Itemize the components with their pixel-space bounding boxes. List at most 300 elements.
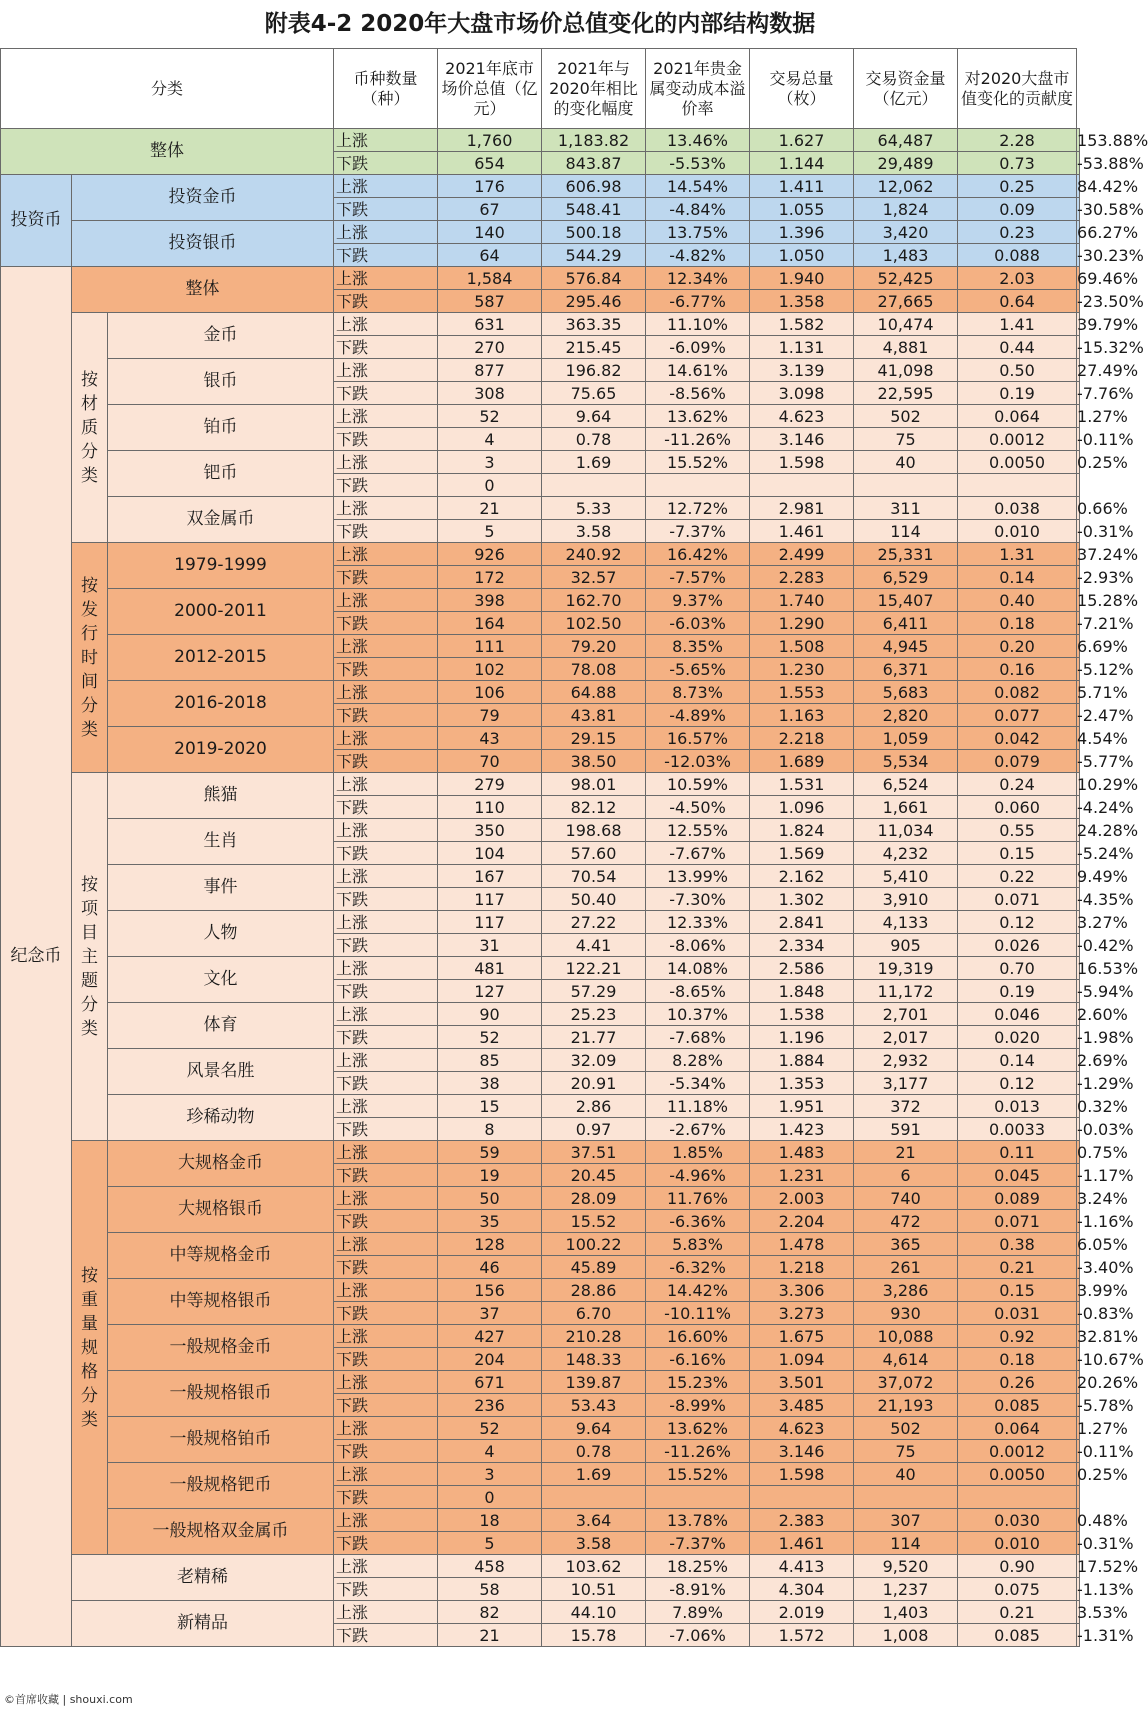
change-rate: -8.65% [646,980,750,1003]
market-value: 15.52 [542,1210,646,1233]
trend-label: 上涨 [334,1601,438,1624]
coin-count: 70 [438,750,542,773]
premium-rate: 2.204 [750,1210,854,1233]
trade-amount [958,1486,1077,1509]
coin-count: 67 [438,198,542,221]
change-rate: 14.08% [646,957,750,980]
trade-amount: 0.038 [958,497,1077,520]
row-label: 2019-2020 [108,727,334,773]
row-label: 大规格银币 [108,1187,334,1233]
trade-amount: 0.40 [958,589,1077,612]
trade-amount: 0.010 [958,1532,1077,1555]
market-value: 240.92 [542,543,646,566]
market-value: 27.22 [542,911,646,934]
change-rate: -7.67% [646,842,750,865]
trade-volume: 311 [854,497,958,520]
coin-count: 19 [438,1164,542,1187]
market-value: 50.40 [542,888,646,911]
coin-count: 877 [438,359,542,382]
change-rate: -4.50% [646,796,750,819]
trade-amount: 0.16 [958,658,1077,681]
row-label: 体育 [108,1003,334,1049]
contribution: -2.93% [1077,567,1134,587]
table-row [1,221,1080,244]
coin-count: 52 [438,405,542,428]
trade-amount: 0.15 [958,1279,1077,1302]
trend-label: 下跌 [334,198,438,221]
market-value: 210.28 [542,1325,646,1348]
table-row [1,911,1080,934]
premium-rate: 1.884 [750,1049,854,1072]
trade-amount: 0.046 [958,1003,1077,1026]
trade-amount: 0.064 [958,1417,1077,1440]
market-value: 0.78 [542,1440,646,1463]
trend-label: 上涨 [334,1509,438,1532]
trade-amount: 0.18 [958,612,1077,635]
header-change: 2021年与2020年相比的变化幅度 [542,49,646,129]
coin-count: 85 [438,1049,542,1072]
premium-rate: 1.508 [750,635,854,658]
trade-volume: 12,062 [854,175,958,198]
contribution: -5.77% [1077,751,1134,771]
trend-label: 上涨 [334,267,438,290]
trade-amount: 0.077 [958,704,1077,727]
subcategory-label: 按 材 质 分 类 [72,313,108,543]
change-rate: 7.89% [646,1601,750,1624]
trade-amount: 0.09 [958,198,1077,221]
contribution: 66.27% [1077,222,1139,242]
market-value: 6.70 [542,1302,646,1325]
trend-label: 上涨 [334,1279,438,1302]
trend-label: 下跌 [334,1210,438,1233]
premium-rate [750,474,854,497]
contribution: -10.67% [1077,1349,1144,1369]
trade-amount: 0.085 [958,1394,1077,1417]
coin-count: 15 [438,1095,542,1118]
table-row [1,451,1080,474]
market-value: 102.50 [542,612,646,635]
premium-rate: 3.146 [750,428,854,451]
market-value: 32.57 [542,566,646,589]
row-label: 生肖 [108,819,334,865]
trade-volume: 4,881 [854,336,958,359]
trade-volume: 10,474 [854,313,958,336]
table-body [1,129,1148,1647]
trend-label: 下跌 [334,1348,438,1371]
trade-volume [854,1486,958,1509]
coin-count: 427 [438,1325,542,1348]
change-rate: -8.91% [646,1578,750,1601]
table-row [1,267,1080,290]
trade-volume: 29,489 [854,152,958,175]
contribution: 37.24% [1077,544,1139,564]
trade-amount: 0.020 [958,1026,1077,1049]
trend-label: 上涨 [334,681,438,704]
premium-rate: 1.218 [750,1256,854,1279]
row-label: 投资金币 [72,175,334,221]
coin-count: 1,584 [438,267,542,290]
row-label: 2000-2011 [108,589,334,635]
change-rate: 14.42% [646,1279,750,1302]
trade-volume: 6,529 [854,566,958,589]
trend-label: 上涨 [334,313,438,336]
premium-rate: 1.396 [750,221,854,244]
premium-rate: 1.569 [750,842,854,865]
header-contribution: 对2020大盘市值变化的贡献度 [958,49,1077,129]
premium-rate: 1.231 [750,1164,854,1187]
change-rate: -7.06% [646,1624,750,1647]
market-value: 9.64 [542,405,646,428]
trend-label: 上涨 [334,819,438,842]
table-row [1,313,1080,336]
trade-volume: 2,701 [854,1003,958,1026]
change-rate: 12.55% [646,819,750,842]
market-value: 363.35 [542,313,646,336]
contribution: 4.54% [1077,728,1128,748]
trade-volume: 1,483 [854,244,958,267]
header-row [1,49,1080,129]
trade-volume: 21,193 [854,1394,958,1417]
market-value: 44.10 [542,1601,646,1624]
trade-amount: 0.18 [958,1348,1077,1371]
trade-amount: 0.19 [958,382,1077,405]
market-value: 9.64 [542,1417,646,1440]
trend-label: 下跌 [334,1026,438,1049]
category-label: 投资币 [1,175,72,267]
trade-volume: 75 [854,1440,958,1463]
trade-amount: 0.19 [958,980,1077,1003]
change-rate: -6.77% [646,290,750,313]
contribution [1077,474,1080,497]
market-value: 10.51 [542,1578,646,1601]
market-value: 198.68 [542,819,646,842]
premium-rate: 1.824 [750,819,854,842]
trade-amount: 0.38 [958,1233,1077,1256]
market-value: 500.18 [542,221,646,244]
coin-count: 398 [438,589,542,612]
trade-volume: 307 [854,1509,958,1532]
change-rate: 10.59% [646,773,750,796]
coin-count: 631 [438,313,542,336]
change-rate [646,1486,750,1509]
change-rate: -7.30% [646,888,750,911]
market-value: 122.21 [542,957,646,980]
change-rate: 18.25% [646,1555,750,1578]
table-row [1,1509,1080,1532]
change-rate: -5.65% [646,658,750,681]
coin-count: 3 [438,451,542,474]
market-value: 544.29 [542,244,646,267]
contribution: 17.52% [1077,1556,1139,1576]
coin-count: 204 [438,1348,542,1371]
trade-volume: 1,403 [854,1601,958,1624]
contribution: -1.31% [1077,1625,1134,1645]
table-row [1,497,1080,520]
coin-count: 46 [438,1256,542,1279]
premium-rate: 2.162 [750,865,854,888]
table-row [1,819,1080,842]
trade-amount: 0.26 [958,1371,1077,1394]
coin-count: 82 [438,1601,542,1624]
contribution: -0.83% [1077,1303,1134,1323]
trend-label: 上涨 [334,497,438,520]
contribution: -1.29% [1077,1073,1134,1093]
trade-amount: 0.071 [958,1210,1077,1233]
coin-count: 172 [438,566,542,589]
change-rate: 13.78% [646,1509,750,1532]
trend-label: 上涨 [334,1141,438,1164]
premium-rate: 1.353 [750,1072,854,1095]
trend-label: 下跌 [334,1394,438,1417]
premium-rate: 1.582 [750,313,854,336]
trade-amount: 0.0050 [958,1463,1077,1486]
trend-label: 上涨 [334,1049,438,1072]
table-row [1,1325,1080,1348]
market-value: 295.46 [542,290,646,313]
change-rate: 12.34% [646,267,750,290]
trade-amount: 0.92 [958,1325,1077,1348]
market-value: 57.60 [542,842,646,865]
trade-amount: 0.085 [958,1624,1077,1647]
trade-amount: 0.55 [958,819,1077,842]
coin-count: 38 [438,1072,542,1095]
contribution: -23.50% [1077,291,1144,311]
trade-amount: 0.44 [958,336,1077,359]
contribution: -2.47% [1077,705,1134,725]
row-label: 整体 [72,267,334,313]
row-label: 一般规格铂币 [108,1417,334,1463]
trade-amount: 0.0050 [958,451,1077,474]
coin-count: 1,760 [438,129,542,152]
change-rate: 8.35% [646,635,750,658]
change-rate: -8.06% [646,934,750,957]
change-rate: 10.37% [646,1003,750,1026]
trade-amount: 0.079 [958,750,1077,773]
row-label: 大规格金币 [108,1141,334,1187]
market-value: 64.88 [542,681,646,704]
contribution: -5.24% [1077,843,1134,863]
premium-rate: 1.144 [750,152,854,175]
trend-label: 下跌 [334,1256,438,1279]
trade-amount: 0.22 [958,865,1077,888]
coin-count: 270 [438,336,542,359]
coin-count: 111 [438,635,542,658]
premium-rate: 1.050 [750,244,854,267]
market-value: 0.78 [542,428,646,451]
market-value: 57.29 [542,980,646,1003]
premium-rate: 1.740 [750,589,854,612]
market-value: 162.70 [542,589,646,612]
trend-label: 下跌 [334,1072,438,1095]
coin-count: 4 [438,428,542,451]
contribution: 69.46% [1077,268,1139,288]
trade-volume: 22,595 [854,382,958,405]
change-rate: -6.03% [646,612,750,635]
coin-count: 5 [438,520,542,543]
trend-label: 下跌 [334,152,438,175]
premium-rate: 2.841 [750,911,854,934]
trend-label: 上涨 [334,129,438,152]
trade-volume: 1,824 [854,198,958,221]
change-rate: 15.52% [646,451,750,474]
contribution: -1.17% [1077,1165,1134,1185]
premium-rate: 2.003 [750,1187,854,1210]
premium-rate: 4.413 [750,1555,854,1578]
market-value [542,474,646,497]
trade-amount [958,474,1077,497]
coin-count: 140 [438,221,542,244]
coin-count: 0 [438,474,542,497]
trend-label: 上涨 [334,405,438,428]
header-premium: 2021年贵金属变动成本溢价率 [646,49,750,129]
trade-amount: 0.030 [958,1509,1077,1532]
market-value: 53.43 [542,1394,646,1417]
coin-count: 64 [438,244,542,267]
table-row [1,727,1080,750]
contribution: 0.25% [1077,452,1128,472]
premium-rate: 2.499 [750,543,854,566]
trade-amount: 0.64 [958,290,1077,313]
trend-label: 下跌 [334,612,438,635]
trade-volume: 3,420 [854,221,958,244]
change-rate: -4.96% [646,1164,750,1187]
trade-amount: 0.064 [958,405,1077,428]
change-rate: 15.23% [646,1371,750,1394]
coin-count: 671 [438,1371,542,1394]
table-row [1,1417,1080,1440]
trade-volume: 27,665 [854,290,958,313]
coin-count: 58 [438,1578,542,1601]
row-label: 中等规格金币 [108,1233,334,1279]
premium-rate: 1.461 [750,1532,854,1555]
market-value: 98.01 [542,773,646,796]
row-label: 钯币 [108,451,334,497]
premium-rate: 1.461 [750,520,854,543]
market-value: 1.69 [542,451,646,474]
change-rate: 15.52% [646,1463,750,1486]
row-label: 投资银币 [72,221,334,267]
trend-label: 下跌 [334,1624,438,1647]
change-rate: -6.16% [646,1348,750,1371]
coin-count: 31 [438,934,542,957]
contribution: 3.24% [1077,1188,1128,1208]
change-rate: -6.09% [646,336,750,359]
category-label: 纪念币 [1,267,72,1647]
market-value: 2.86 [542,1095,646,1118]
premium-rate: 1.689 [750,750,854,773]
table-row [1,543,1080,566]
trade-volume: 52,425 [854,267,958,290]
market-value: 1,183.82 [542,129,646,152]
market-value: 576.84 [542,267,646,290]
change-rate: -7.37% [646,1532,750,1555]
change-rate: -4.84% [646,198,750,221]
coin-count: 117 [438,911,542,934]
trade-amount: 0.12 [958,911,1077,934]
trade-amount: 0.11 [958,1141,1077,1164]
change-rate: -11.26% [646,1440,750,1463]
trade-volume: 19,319 [854,957,958,980]
trade-volume: 11,034 [854,819,958,842]
trade-amount: 0.21 [958,1601,1077,1624]
subcategory-label: 按 项 目 主 题 分 类 [72,773,108,1141]
table-row [1,1555,1080,1578]
trade-volume: 75 [854,428,958,451]
row-label: 1979-1999 [108,543,334,589]
trend-label: 下跌 [334,336,438,359]
trade-volume: 372 [854,1095,958,1118]
coin-count: 18 [438,1509,542,1532]
premium-rate: 1.572 [750,1624,854,1647]
coin-count: 21 [438,497,542,520]
contribution: 10.29% [1077,774,1139,794]
row-label: 风景名胜 [108,1049,334,1095]
contribution: 32.81% [1077,1326,1139,1346]
contribution: -0.31% [1077,521,1134,541]
coin-count: 3 [438,1463,542,1486]
change-rate: 13.62% [646,405,750,428]
premium-rate: 1.848 [750,980,854,1003]
trade-volume: 64,487 [854,129,958,152]
row-label: 一般规格双金属币 [108,1509,334,1555]
trend-label: 下跌 [334,658,438,681]
trade-amount: 0.0033 [958,1118,1077,1141]
coin-count: 43 [438,727,542,750]
trade-volume: 40 [854,451,958,474]
change-rate: -7.57% [646,566,750,589]
table-row [1,405,1080,428]
row-label: 珍稀动物 [108,1095,334,1141]
change-rate: -4.82% [646,244,750,267]
market-value: 78.08 [542,658,646,681]
contribution: 0.75% [1077,1142,1128,1162]
trend-label: 上涨 [334,1003,438,1026]
change-rate: -6.36% [646,1210,750,1233]
row-label: 一般规格金币 [108,1325,334,1371]
trade-volume: 114 [854,1532,958,1555]
trade-amount: 0.14 [958,566,1077,589]
premium-rate: 1.553 [750,681,854,704]
table-row [1,1095,1080,1118]
market-value: 15.78 [542,1624,646,1647]
premium-rate: 1.196 [750,1026,854,1049]
coin-count: 79 [438,704,542,727]
market-value: 70.54 [542,865,646,888]
coin-count: 164 [438,612,542,635]
row-label: 新精品 [72,1601,334,1647]
change-rate: -5.34% [646,1072,750,1095]
table-row [1,681,1080,704]
trade-volume: 6,371 [854,658,958,681]
trend-label: 下跌 [334,704,438,727]
contribution: -1.13% [1077,1579,1134,1599]
market-value: 196.82 [542,359,646,382]
coin-count: 21 [438,1624,542,1647]
data-table-container [0,48,1148,1647]
premium-rate: 2.981 [750,497,854,520]
market-value: 548.41 [542,198,646,221]
change-rate: 12.72% [646,497,750,520]
contribution: -5.94% [1077,981,1134,1001]
contribution: -53.88% [1077,153,1144,173]
coin-count: 102 [438,658,542,681]
trend-label: 上涨 [334,175,438,198]
market-value: 139.87 [542,1371,646,1394]
coin-count: 156 [438,1279,542,1302]
trend-label: 下跌 [334,1440,438,1463]
market-value: 29.15 [542,727,646,750]
trade-amount: 0.23 [958,221,1077,244]
